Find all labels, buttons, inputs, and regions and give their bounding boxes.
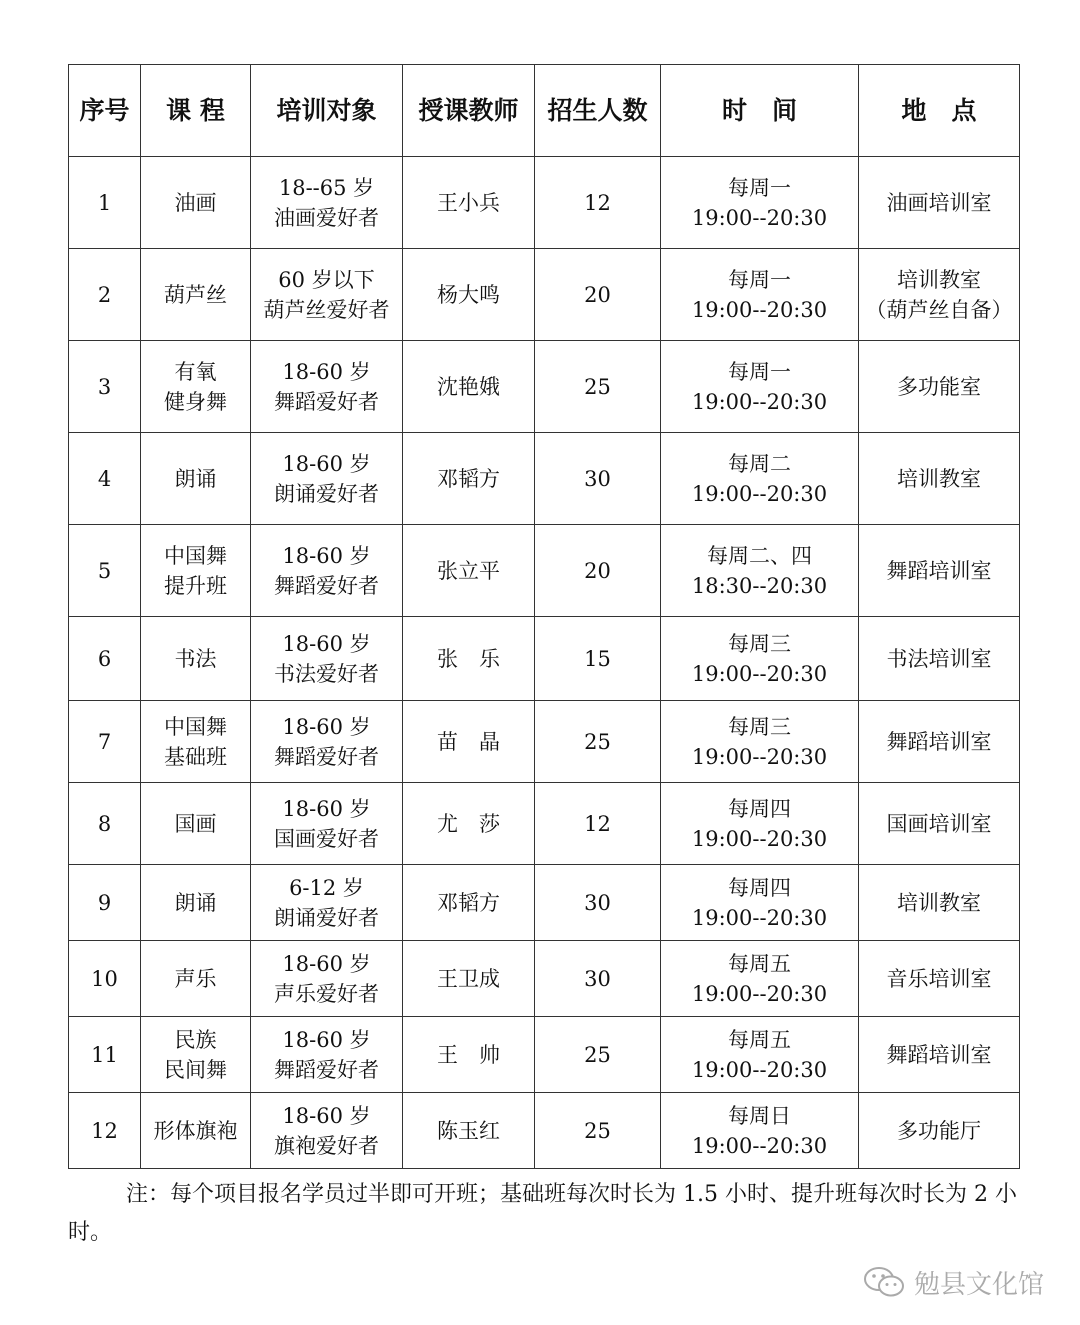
enrollment-quota: 25 <box>535 1017 661 1093</box>
class-location-line: 多功能厅 <box>897 1118 981 1143</box>
course-schedule-table <box>68 64 1020 1169</box>
table-row <box>69 157 1020 249</box>
row-number: 8 <box>69 783 141 865</box>
class-location <box>859 433 1020 525</box>
course-name-line: 朗诵 <box>174 890 217 915</box>
class-time-line: 18:30--20:30 <box>691 573 828 598</box>
wechat-icon <box>862 1265 906 1299</box>
teacher-name: 王小兵 <box>403 157 535 249</box>
header-row <box>69 65 1020 157</box>
header-target: 培训对象 <box>251 65 403 157</box>
header-course: 课 程 <box>141 65 251 157</box>
enrollment-quota: 25 <box>535 1093 661 1169</box>
training-target <box>251 941 403 1017</box>
table-row <box>69 941 1020 1017</box>
class-location <box>859 525 1020 617</box>
class-time <box>661 617 859 701</box>
training-target-line: 国画爱好者 <box>274 826 379 851</box>
course-name-line: 中国舞 <box>164 714 227 739</box>
teacher-name: 王卫成 <box>403 941 535 1017</box>
course-name <box>141 1017 251 1093</box>
class-location-line: 舞蹈培训室 <box>886 1042 992 1067</box>
class-time-line: 每周一 <box>728 267 791 292</box>
table-row <box>69 433 1020 525</box>
training-target-line: 18-60 岁 <box>282 359 371 384</box>
class-time-line: 每周四 <box>728 875 791 900</box>
course-name <box>141 525 251 617</box>
enrollment-quota: 20 <box>535 249 661 341</box>
class-time <box>661 783 859 865</box>
table-row <box>69 249 1020 341</box>
training-target-line: 18-60 岁 <box>282 951 371 976</box>
class-time-line: 19:00--20:30 <box>691 905 828 930</box>
class-time <box>661 865 859 941</box>
course-name <box>141 341 251 433</box>
class-location-line: 培训教室 <box>897 890 981 915</box>
class-time-line: 每周五 <box>728 951 791 976</box>
course-name-line: 声乐 <box>174 966 217 991</box>
training-target-line: 旗袍爱好者 <box>274 1133 379 1158</box>
class-location <box>859 617 1020 701</box>
teacher-name: 尤 莎 <box>403 783 535 865</box>
training-target-line: 18-60 岁 <box>282 543 371 568</box>
row-number: 3 <box>69 341 141 433</box>
enrollment-quota: 25 <box>535 701 661 783</box>
course-name-line: 有氧 <box>174 359 217 384</box>
class-time <box>661 941 859 1017</box>
class-time-line: 19:00--20:30 <box>691 1057 828 1082</box>
class-time-line: 19:00--20:30 <box>691 1133 828 1158</box>
row-number: 2 <box>69 249 141 341</box>
teacher-name: 沈艳娥 <box>403 341 535 433</box>
course-name-line: 朗诵 <box>174 466 217 491</box>
row-number: 4 <box>69 433 141 525</box>
enrollment-quota: 12 <box>535 783 661 865</box>
class-time-line: 19:00--20:30 <box>691 389 828 414</box>
training-target <box>251 249 403 341</box>
teacher-name: 邓韬方 <box>403 433 535 525</box>
header-teacher: 授课教师 <box>403 65 535 157</box>
enrollment-quota: 30 <box>535 433 661 525</box>
class-time-line: 19:00--20:30 <box>691 205 828 230</box>
class-time-line: 19:00--20:30 <box>691 481 828 506</box>
course-name-line: 健身舞 <box>164 389 227 414</box>
training-target-line: 18--65 岁 <box>278 175 375 200</box>
course-name-line: 形体旗袍 <box>153 1118 238 1143</box>
teacher-name: 张立平 <box>403 525 535 617</box>
class-time-line: 每周二、四 <box>707 543 812 568</box>
class-location <box>859 701 1020 783</box>
teacher-name: 陈玉红 <box>403 1093 535 1169</box>
course-name <box>141 1093 251 1169</box>
row-number: 1 <box>69 157 141 249</box>
course-name-line: 民族 <box>174 1027 217 1052</box>
class-time <box>661 341 859 433</box>
watermark-text: 勉县文化馆 <box>914 1269 1045 1300</box>
course-name <box>141 157 251 249</box>
table-row <box>69 701 1020 783</box>
training-target-line: 书法爱好者 <box>274 661 379 686</box>
class-time <box>661 249 859 341</box>
course-name <box>141 433 251 525</box>
class-location-line: （葫芦丝自备） <box>865 297 1013 322</box>
teacher-name: 苗 晶 <box>403 701 535 783</box>
training-target-line: 油画爱好者 <box>274 205 379 230</box>
enrollment-quota: 15 <box>535 617 661 701</box>
class-location-line: 培训教室 <box>897 267 981 292</box>
training-target <box>251 341 403 433</box>
training-target-line: 60 岁以下 <box>278 267 375 292</box>
footnote: 注：每个项目报名学员过半即可开班；基础班每次时长为 1.5 小时、提升班每次时长为 2 小时。 <box>68 1182 1017 1245</box>
teacher-name: 王 帅 <box>403 1017 535 1093</box>
class-location-line: 国画培训室 <box>886 811 992 836</box>
row-number: 5 <box>69 525 141 617</box>
class-location <box>859 783 1020 865</box>
training-target-line: 舞蹈爱好者 <box>274 573 379 598</box>
course-name-line: 油画 <box>174 190 217 215</box>
table-row <box>69 525 1020 617</box>
training-target <box>251 525 403 617</box>
class-location <box>859 341 1020 433</box>
class-time-line: 每周日 <box>728 1103 791 1128</box>
class-location <box>859 941 1020 1017</box>
table-row <box>69 617 1020 701</box>
teacher-name: 邓韬方 <box>403 865 535 941</box>
class-location-line: 音乐培训室 <box>886 966 992 991</box>
class-location <box>859 249 1020 341</box>
header-no: 序号 <box>69 65 141 157</box>
enrollment-quota: 12 <box>535 157 661 249</box>
class-time-line: 每周三 <box>728 714 791 739</box>
class-time-line: 19:00--20:30 <box>691 744 828 769</box>
training-target-line: 声乐爱好者 <box>274 981 379 1006</box>
table-row <box>69 1017 1020 1093</box>
training-target-line: 18-60 岁 <box>282 714 371 739</box>
training-target <box>251 157 403 249</box>
class-location <box>859 865 1020 941</box>
course-name-line: 基础班 <box>164 744 227 769</box>
class-time <box>661 1093 859 1169</box>
class-time-line: 每周三 <box>728 631 791 656</box>
class-location-line: 书法培训室 <box>886 646 992 671</box>
training-target-line: 18-60 岁 <box>282 631 371 656</box>
row-number: 11 <box>69 1017 141 1093</box>
course-name-line: 民间舞 <box>164 1057 227 1082</box>
header-quota: 招生人数 <box>535 65 661 157</box>
training-target <box>251 783 403 865</box>
training-target <box>251 617 403 701</box>
training-target <box>251 1017 403 1093</box>
row-number: 6 <box>69 617 141 701</box>
class-location <box>859 1093 1020 1169</box>
row-number: 10 <box>69 941 141 1017</box>
enrollment-quota: 25 <box>535 341 661 433</box>
teacher-name: 杨大鸣 <box>403 249 535 341</box>
training-target-line: 朗诵爱好者 <box>274 905 379 930</box>
course-name <box>141 783 251 865</box>
class-time-line: 19:00--20:30 <box>691 981 828 1006</box>
table-row <box>69 341 1020 433</box>
training-target <box>251 1093 403 1169</box>
class-time <box>661 525 859 617</box>
training-target-line: 舞蹈爱好者 <box>274 744 379 769</box>
table-row <box>69 783 1020 865</box>
table-row <box>69 865 1020 941</box>
class-location <box>859 1017 1020 1093</box>
class-location-line: 舞蹈培训室 <box>886 558 992 583</box>
class-time <box>661 1017 859 1093</box>
course-name <box>141 865 251 941</box>
header-time: 时 间 <box>661 65 859 157</box>
training-target-line: 6-12 岁 <box>289 875 364 900</box>
training-target-line: 朗诵爱好者 <box>274 481 379 506</box>
course-name <box>141 941 251 1017</box>
class-location-line: 舞蹈培训室 <box>886 729 992 754</box>
course-name-line: 中国舞 <box>164 543 227 568</box>
training-target-line: 舞蹈爱好者 <box>274 389 379 414</box>
course-name-line: 书法 <box>174 646 217 671</box>
course-name <box>141 617 251 701</box>
header-place: 地 点 <box>859 65 1020 157</box>
row-number: 9 <box>69 865 141 941</box>
class-time-line: 19:00--20:30 <box>691 297 828 322</box>
watermark <box>862 1262 1044 1302</box>
class-time <box>661 157 859 249</box>
training-target <box>251 701 403 783</box>
class-time-line: 每周一 <box>728 175 791 200</box>
class-time-line: 19:00--20:30 <box>691 661 828 686</box>
course-name-line: 提升班 <box>164 573 227 598</box>
training-target-line: 18-60 岁 <box>282 796 371 821</box>
class-time-line: 每周四 <box>728 796 791 821</box>
training-target-line: 18-60 岁 <box>282 1103 371 1128</box>
class-location-line: 多功能室 <box>897 374 981 399</box>
training-target <box>251 433 403 525</box>
class-location <box>859 157 1020 249</box>
enrollment-quota: 20 <box>535 525 661 617</box>
row-number: 7 <box>69 701 141 783</box>
class-time-line: 每周五 <box>728 1027 791 1052</box>
course-name <box>141 249 251 341</box>
class-location-line: 培训教室 <box>897 466 981 491</box>
class-time <box>661 701 859 783</box>
training-target <box>251 865 403 941</box>
enrollment-quota: 30 <box>535 865 661 941</box>
training-target-line: 葫芦丝爱好者 <box>263 297 390 322</box>
enrollment-quota: 30 <box>535 941 661 1017</box>
course-name-line: 葫芦丝 <box>164 282 227 307</box>
teacher-name: 张 乐 <box>403 617 535 701</box>
training-target-line: 舞蹈爱好者 <box>274 1057 379 1082</box>
class-time-line: 19:00--20:30 <box>691 826 828 851</box>
course-name <box>141 701 251 783</box>
table-row <box>69 1093 1020 1169</box>
class-time <box>661 433 859 525</box>
class-time-line: 每周二 <box>728 451 791 476</box>
row-number: 12 <box>69 1093 141 1169</box>
class-time-line: 每周一 <box>728 359 791 384</box>
class-location-line: 油画培训室 <box>886 190 992 215</box>
course-name-line: 国画 <box>174 811 217 836</box>
training-target-line: 18-60 岁 <box>282 451 371 476</box>
table-body <box>69 157 1020 1169</box>
training-target-line: 18-60 岁 <box>282 1027 371 1052</box>
